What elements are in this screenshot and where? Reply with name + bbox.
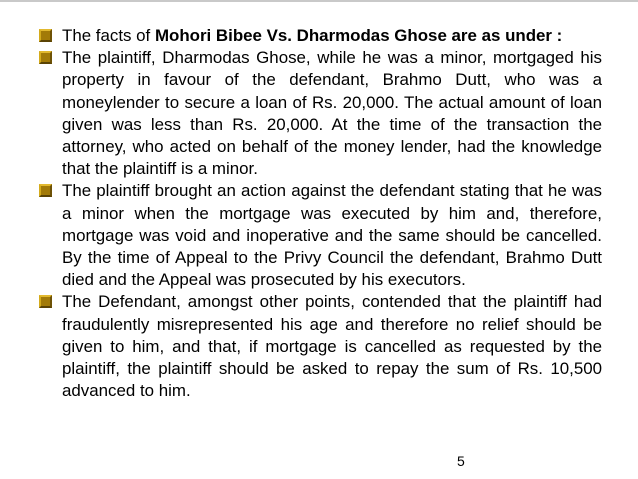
top-divider — [0, 0, 638, 2]
bullet-item-action — [36, 180, 602, 291]
bullet-text: The plaintiff brought an action against the defendant stating that he was a minor when the mortgage was executed by him and, therefore, mortgage was void and inoperative and the same should be cancelled. By the time of Appeal to the Privy Council the defendant, Brahmo Dutt died and the Appeal was prosecuted by his executors. — [62, 181, 602, 290]
gold-square-bullet-icon — [39, 184, 52, 197]
bullet-text-prefix: The facts of — [62, 26, 155, 45]
bullet-text: The Defendant, amongst other points, contended that the plaintiff had fraudulently misrepresented his age and therefore no relief should be given to him, and that, if mortgage is cancelled as requested by the plaintiff, the plaintiff should be asked to repay the sum of Rs. 10,500 advanced to him. — [62, 292, 602, 401]
bullet-text: The plaintiff, Dharmodas Ghose, while he was a minor, mortgaged his property in favour of the defendant, Brahmo Dutt, who was a moneylender to secure a loan of Rs. 20,000. The actual amount of loan given was less than Rs. 20,000. At the time of the transaction the attorney, who acted on behalf of the money lender, had the knowledge that the plaintiff is a minor. — [62, 48, 602, 179]
page-number: 5 — [457, 453, 465, 469]
bullet-item-facts — [36, 47, 602, 180]
gold-square-bullet-icon — [39, 29, 52, 42]
bullet-item-defence — [36, 291, 602, 402]
bullet-list — [36, 25, 602, 402]
case-name: Mohori Bibee Vs. Dharmodas Ghose are as under : — [154, 26, 563, 45]
gold-square-bullet-icon — [39, 51, 52, 64]
bullet-item-case-title — [36, 25, 602, 47]
gold-square-bullet-icon — [39, 295, 52, 308]
